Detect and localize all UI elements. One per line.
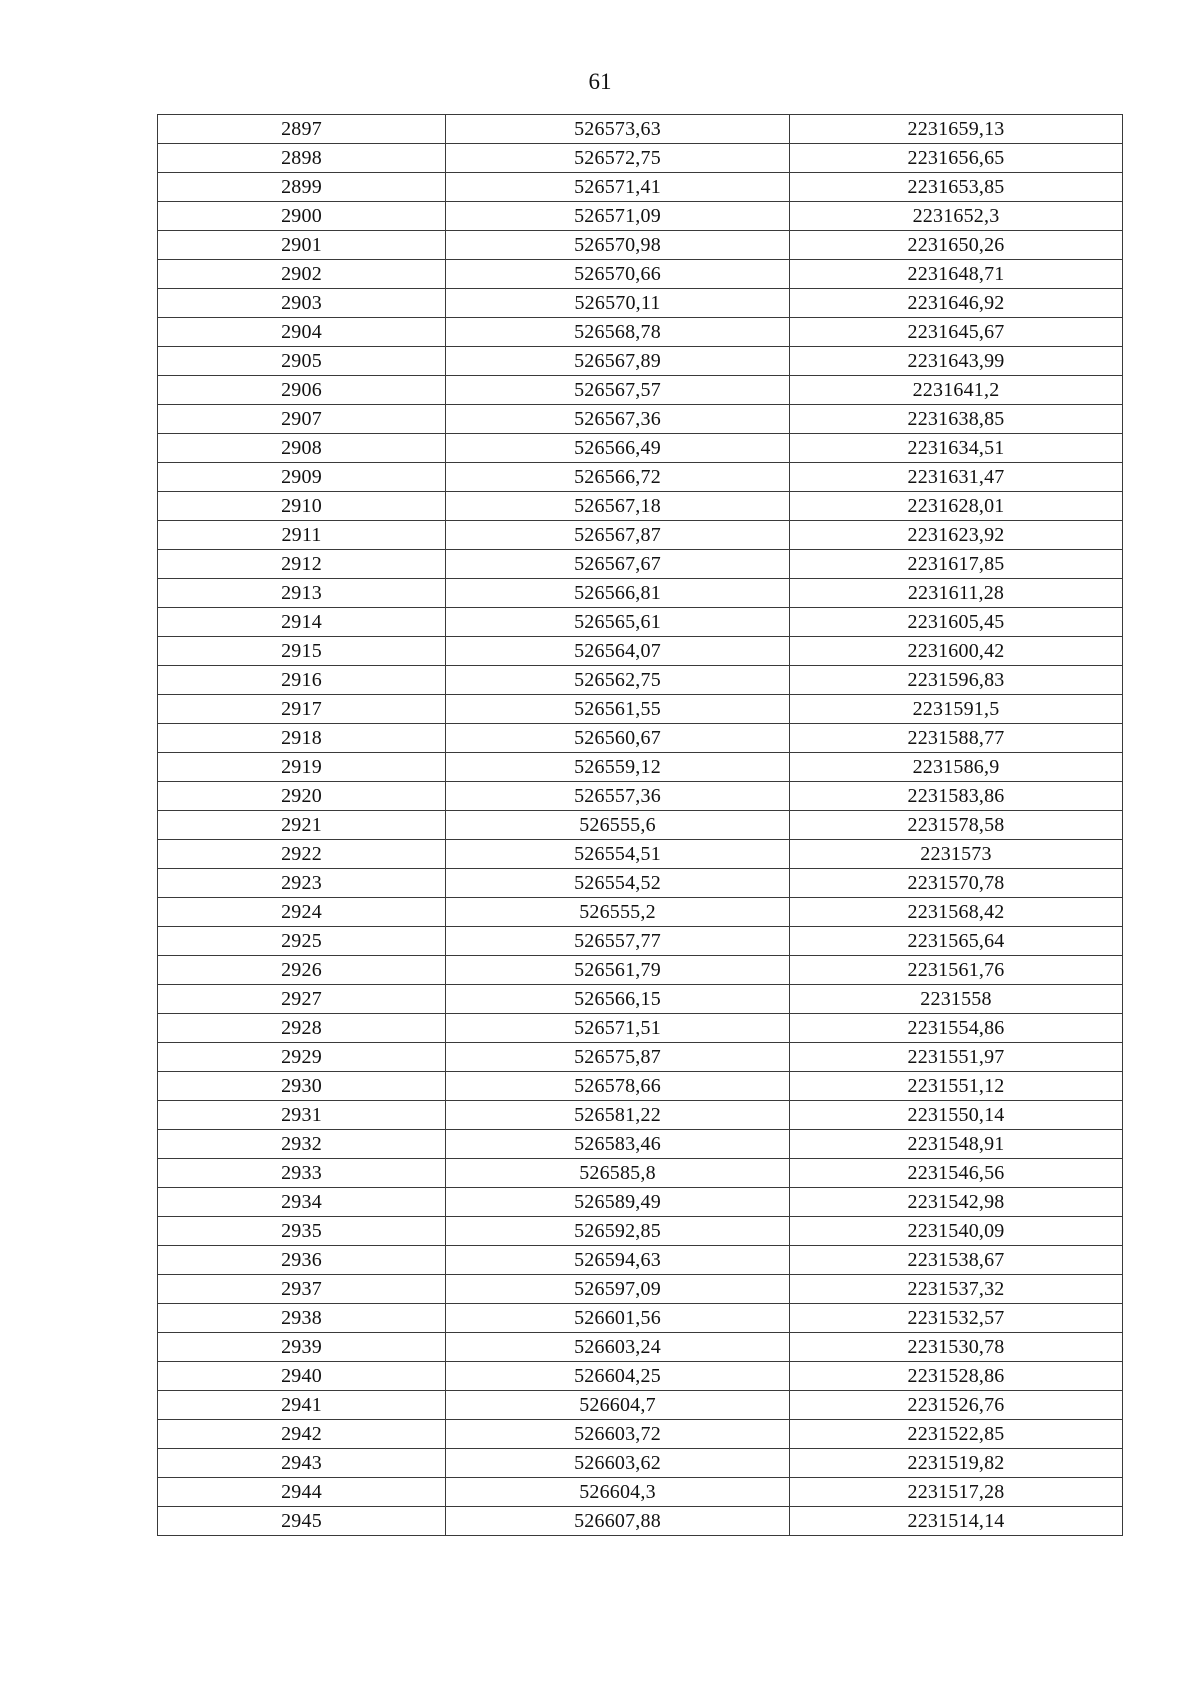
point-number-cell: 2928	[158, 1014, 446, 1043]
table-row	[158, 347, 1123, 376]
table-row	[158, 1507, 1123, 1536]
table-row	[158, 840, 1123, 869]
y-coordinate-cell: 2231652,3	[790, 202, 1123, 231]
y-coordinate-cell: 2231514,14	[790, 1507, 1123, 1536]
x-coordinate-cell: 526573,63	[446, 115, 790, 144]
table-row	[158, 231, 1123, 260]
table-row	[158, 869, 1123, 898]
y-coordinate-cell: 2231648,71	[790, 260, 1123, 289]
x-coordinate-cell: 526603,24	[446, 1333, 790, 1362]
table-row	[158, 434, 1123, 463]
point-number-cell: 2900	[158, 202, 446, 231]
y-coordinate-cell: 2231573	[790, 840, 1123, 869]
table-row	[158, 1188, 1123, 1217]
point-number-cell: 2924	[158, 898, 446, 927]
table-row	[158, 1043, 1123, 1072]
point-number-cell: 2908	[158, 434, 446, 463]
x-coordinate-cell: 526570,66	[446, 260, 790, 289]
x-coordinate-cell: 526555,6	[446, 811, 790, 840]
x-coordinate-cell: 526604,7	[446, 1391, 790, 1420]
point-number-cell: 2939	[158, 1333, 446, 1362]
table-row	[158, 898, 1123, 927]
y-coordinate-cell: 2231538,67	[790, 1246, 1123, 1275]
y-coordinate-cell: 2231522,85	[790, 1420, 1123, 1449]
point-number-cell: 2933	[158, 1159, 446, 1188]
point-number-cell: 2930	[158, 1072, 446, 1101]
table-row	[158, 927, 1123, 956]
x-coordinate-cell: 526557,36	[446, 782, 790, 811]
table-row	[158, 1391, 1123, 1420]
coordinates-table	[157, 114, 1123, 1536]
point-number-cell: 2914	[158, 608, 446, 637]
table-row	[158, 1333, 1123, 1362]
table-row	[158, 666, 1123, 695]
point-number-cell: 2944	[158, 1478, 446, 1507]
table-row	[158, 724, 1123, 753]
point-number-cell: 2935	[158, 1217, 446, 1246]
y-coordinate-cell: 2231611,28	[790, 579, 1123, 608]
point-number-cell: 2936	[158, 1246, 446, 1275]
point-number-cell: 2906	[158, 376, 446, 405]
x-coordinate-cell: 526554,52	[446, 869, 790, 898]
x-coordinate-cell: 526583,46	[446, 1130, 790, 1159]
y-coordinate-cell: 2231605,45	[790, 608, 1123, 637]
point-number-cell: 2907	[158, 405, 446, 434]
page-number: 61	[588, 69, 612, 94]
x-coordinate-cell: 526601,56	[446, 1304, 790, 1333]
table-row	[158, 202, 1123, 231]
y-coordinate-cell: 2231532,57	[790, 1304, 1123, 1333]
y-coordinate-cell: 2231641,2	[790, 376, 1123, 405]
table-row	[158, 144, 1123, 173]
point-number-cell: 2918	[158, 724, 446, 753]
table-row	[158, 1449, 1123, 1478]
point-number-cell: 2923	[158, 869, 446, 898]
y-coordinate-cell: 2231546,56	[790, 1159, 1123, 1188]
table-row	[158, 579, 1123, 608]
y-coordinate-cell: 2231548,91	[790, 1130, 1123, 1159]
x-coordinate-cell: 526561,55	[446, 695, 790, 724]
table-row	[158, 550, 1123, 579]
y-coordinate-cell: 2231588,77	[790, 724, 1123, 753]
table-row	[158, 608, 1123, 637]
y-coordinate-cell: 2231528,86	[790, 1362, 1123, 1391]
x-coordinate-cell: 526592,85	[446, 1217, 790, 1246]
x-coordinate-cell: 526562,75	[446, 666, 790, 695]
x-coordinate-cell: 526572,75	[446, 144, 790, 173]
x-coordinate-cell: 526554,51	[446, 840, 790, 869]
table-row	[158, 1275, 1123, 1304]
y-coordinate-cell: 2231554,86	[790, 1014, 1123, 1043]
point-number-cell: 2920	[158, 782, 446, 811]
y-coordinate-cell: 2231628,01	[790, 492, 1123, 521]
x-coordinate-cell: 526561,79	[446, 956, 790, 985]
point-number-cell: 2938	[158, 1304, 446, 1333]
point-number-cell: 2901	[158, 231, 446, 260]
y-coordinate-cell: 2231623,92	[790, 521, 1123, 550]
table-row	[158, 782, 1123, 811]
y-coordinate-cell: 2231631,47	[790, 463, 1123, 492]
table-row	[158, 1217, 1123, 1246]
point-number-cell: 2934	[158, 1188, 446, 1217]
y-coordinate-cell: 2231653,85	[790, 173, 1123, 202]
y-coordinate-cell: 2231551,97	[790, 1043, 1123, 1072]
point-number-cell: 2904	[158, 318, 446, 347]
table-row	[158, 318, 1123, 347]
x-coordinate-cell: 526571,09	[446, 202, 790, 231]
x-coordinate-cell: 526575,87	[446, 1043, 790, 1072]
point-number-cell: 2916	[158, 666, 446, 695]
table-row	[158, 753, 1123, 782]
point-number-cell: 2899	[158, 173, 446, 202]
x-coordinate-cell: 526559,12	[446, 753, 790, 782]
point-number-cell: 2912	[158, 550, 446, 579]
table-row	[158, 173, 1123, 202]
point-number-cell: 2903	[158, 289, 446, 318]
x-coordinate-cell: 526565,61	[446, 608, 790, 637]
y-coordinate-cell: 2231551,12	[790, 1072, 1123, 1101]
y-coordinate-cell: 2231540,09	[790, 1217, 1123, 1246]
y-coordinate-cell: 2231568,42	[790, 898, 1123, 927]
y-coordinate-cell: 2231542,98	[790, 1188, 1123, 1217]
y-coordinate-cell: 2231519,82	[790, 1449, 1123, 1478]
table-row	[158, 956, 1123, 985]
table-row	[158, 1304, 1123, 1333]
table-row	[158, 1420, 1123, 1449]
y-coordinate-cell: 2231596,83	[790, 666, 1123, 695]
x-coordinate-cell: 526567,87	[446, 521, 790, 550]
point-number-cell: 2927	[158, 985, 446, 1014]
table-row	[158, 376, 1123, 405]
point-number-cell: 2937	[158, 1275, 446, 1304]
point-number-cell: 2913	[158, 579, 446, 608]
y-coordinate-cell: 2231578,58	[790, 811, 1123, 840]
x-coordinate-cell: 526571,51	[446, 1014, 790, 1043]
x-coordinate-cell: 526571,41	[446, 173, 790, 202]
x-coordinate-cell: 526567,57	[446, 376, 790, 405]
table-row	[158, 695, 1123, 724]
point-number-cell: 2919	[158, 753, 446, 782]
table-row	[158, 463, 1123, 492]
y-coordinate-cell: 2231645,67	[790, 318, 1123, 347]
x-coordinate-cell: 526566,49	[446, 434, 790, 463]
x-coordinate-cell: 526557,77	[446, 927, 790, 956]
y-coordinate-cell: 2231617,85	[790, 550, 1123, 579]
table-row	[158, 1072, 1123, 1101]
y-coordinate-cell: 2231659,13	[790, 115, 1123, 144]
x-coordinate-cell: 526567,67	[446, 550, 790, 579]
table-row	[158, 405, 1123, 434]
x-coordinate-cell: 526594,63	[446, 1246, 790, 1275]
point-number-cell: 2931	[158, 1101, 446, 1130]
x-coordinate-cell: 526585,8	[446, 1159, 790, 1188]
table-row	[158, 1478, 1123, 1507]
y-coordinate-cell: 2231643,99	[790, 347, 1123, 376]
table-row	[158, 492, 1123, 521]
table-row	[158, 1246, 1123, 1275]
y-coordinate-cell: 2231558	[790, 985, 1123, 1014]
x-coordinate-cell: 526568,78	[446, 318, 790, 347]
point-number-cell: 2929	[158, 1043, 446, 1072]
y-coordinate-cell: 2231591,5	[790, 695, 1123, 724]
table-row	[158, 811, 1123, 840]
y-coordinate-cell: 2231526,76	[790, 1391, 1123, 1420]
x-coordinate-cell: 526607,88	[446, 1507, 790, 1536]
x-coordinate-cell: 526581,22	[446, 1101, 790, 1130]
point-number-cell: 2926	[158, 956, 446, 985]
point-number-cell: 2910	[158, 492, 446, 521]
x-coordinate-cell: 526603,62	[446, 1449, 790, 1478]
x-coordinate-cell: 526566,15	[446, 985, 790, 1014]
table-row	[158, 260, 1123, 289]
x-coordinate-cell: 526567,18	[446, 492, 790, 521]
point-number-cell: 2897	[158, 115, 446, 144]
point-number-cell: 2922	[158, 840, 446, 869]
point-number-cell: 2941	[158, 1391, 446, 1420]
x-coordinate-cell: 526597,09	[446, 1275, 790, 1304]
point-number-cell: 2925	[158, 927, 446, 956]
y-coordinate-cell: 2231530,78	[790, 1333, 1123, 1362]
point-number-cell: 2917	[158, 695, 446, 724]
table-row	[158, 1101, 1123, 1130]
point-number-cell: 2909	[158, 463, 446, 492]
coordinates-table-body	[158, 115, 1123, 1536]
x-coordinate-cell: 526560,67	[446, 724, 790, 753]
point-number-cell: 2902	[158, 260, 446, 289]
y-coordinate-cell: 2231646,92	[790, 289, 1123, 318]
y-coordinate-cell: 2231583,86	[790, 782, 1123, 811]
x-coordinate-cell: 526604,3	[446, 1478, 790, 1507]
x-coordinate-cell: 526566,72	[446, 463, 790, 492]
table-row	[158, 521, 1123, 550]
y-coordinate-cell: 2231634,51	[790, 434, 1123, 463]
point-number-cell: 2911	[158, 521, 446, 550]
point-number-cell: 2905	[158, 347, 446, 376]
y-coordinate-cell: 2231638,85	[790, 405, 1123, 434]
table-row	[158, 637, 1123, 666]
table-row	[158, 1362, 1123, 1391]
y-coordinate-cell: 2231656,65	[790, 144, 1123, 173]
x-coordinate-cell: 526604,25	[446, 1362, 790, 1391]
x-coordinate-cell: 526570,98	[446, 231, 790, 260]
x-coordinate-cell: 526567,36	[446, 405, 790, 434]
table-row	[158, 115, 1123, 144]
point-number-cell: 2940	[158, 1362, 446, 1391]
y-coordinate-cell: 2231586,9	[790, 753, 1123, 782]
table-row	[158, 289, 1123, 318]
point-number-cell: 2898	[158, 144, 446, 173]
x-coordinate-cell: 526555,2	[446, 898, 790, 927]
table-row	[158, 1014, 1123, 1043]
table-row	[158, 985, 1123, 1014]
y-coordinate-cell: 2231537,32	[790, 1275, 1123, 1304]
table-row	[158, 1159, 1123, 1188]
y-coordinate-cell: 2231650,26	[790, 231, 1123, 260]
x-coordinate-cell: 526603,72	[446, 1420, 790, 1449]
x-coordinate-cell: 526578,66	[446, 1072, 790, 1101]
y-coordinate-cell: 2231561,76	[790, 956, 1123, 985]
x-coordinate-cell: 526567,89	[446, 347, 790, 376]
point-number-cell: 2932	[158, 1130, 446, 1159]
y-coordinate-cell: 2231570,78	[790, 869, 1123, 898]
table-row	[158, 1130, 1123, 1159]
point-number-cell: 2921	[158, 811, 446, 840]
x-coordinate-cell: 526589,49	[446, 1188, 790, 1217]
y-coordinate-cell: 2231517,28	[790, 1478, 1123, 1507]
point-number-cell: 2945	[158, 1507, 446, 1536]
y-coordinate-cell: 2231550,14	[790, 1101, 1123, 1130]
y-coordinate-cell: 2231600,42	[790, 637, 1123, 666]
x-coordinate-cell: 526564,07	[446, 637, 790, 666]
x-coordinate-cell: 526566,81	[446, 579, 790, 608]
x-coordinate-cell: 526570,11	[446, 289, 790, 318]
point-number-cell: 2915	[158, 637, 446, 666]
y-coordinate-cell: 2231565,64	[790, 927, 1123, 956]
point-number-cell: 2943	[158, 1449, 446, 1478]
point-number-cell: 2942	[158, 1420, 446, 1449]
